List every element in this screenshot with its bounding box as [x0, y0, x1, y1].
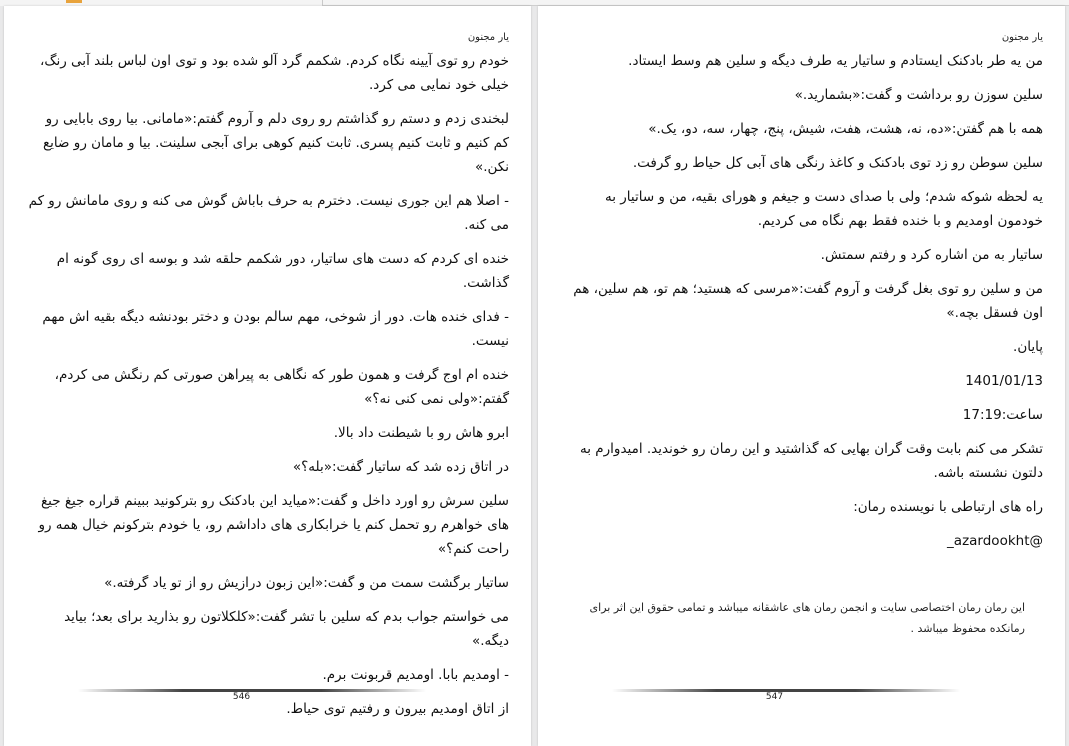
paragraph: سلین سوطن رو زد توی بادکنک و کاغذ رنگی های آبی کل حیاط رو گرفت.: [632, 155, 1043, 171]
paragraph: لبخندی زدم و دستم رو گذاشتم رو روی دلم و آروم گفتم:«مامانی. بیا روی بابایی رو کم کنیم و ثابت کنیم پسری. ثابت کنیم کوهی برای آبجی سلینت. بیا و مامان رو ضایع نکن.»: [42, 111, 509, 175]
end-marker: پایان.: [1013, 339, 1043, 355]
paragraph: من یه طر بادکنک ایستادم و ساتیار یه طرف دیگه و سلین هم وسط ایستاد.: [628, 53, 1043, 69]
page-body: [26, 49, 509, 731]
paragraph: تشکر می کنم بابت وقت گران بهایی که گذاشتید و این رمان رو خوندید. امیدوارم به دلتون نشسته باشه.: [580, 441, 1043, 481]
paragraph: ابرو هاش رو با شیطنت داد بالا.: [333, 425, 509, 441]
paragraph: می خواستم جواب بدم که سلین با تشر گفت:«کلکلاتون رو بذارید برای بعد؛ بیاید دیگه.»: [64, 609, 509, 649]
completion-date: 1401/01/13: [965, 373, 1043, 389]
paragraph: سلین سوزن رو برداشت و گفت:«بشمارید.»: [794, 87, 1043, 103]
author-handle: @azardookht_: [947, 533, 1043, 549]
page-number: 547: [765, 692, 784, 702]
page-547: [538, 6, 1065, 746]
paragraph: من و سلین رو توی بغل گرفت و آروم گفت:«مرسی که هستید؛ هم تو، هم سلین، هم اون فسقل بچه.»: [573, 281, 1043, 321]
paragraph: یه لحظه شوکه شدم؛ ولی با صدای دست و جیغم و هورای بقیه، من و ساتیار به خودمون اومدیم و با خنده فقط بهم نگاه می کردیم.: [604, 189, 1043, 229]
paragraph: در اتاق زده شد که ساتیار گفت:«بله؟»: [292, 459, 509, 475]
paragraph: خودم رو توی آیینه نگاه کردم. شکمم گرد آلو شده بود و توی اون لباس بلند آبی رنگ، خیلی خود نمایی می کرد.: [40, 53, 509, 93]
paragraph: سلین سرش رو اورد داخل و گفت:«میاید این بادکنک رو بترکونید ببینم قراره جیغ جیغ های خواهرم رو تحمل کنم یا خرابکاری های داداشم رو، یا خودم بترکونم خیال همه رو راحت کنم؟»: [38, 493, 509, 557]
copyright-notice: این رمان رمان اختصاصی سایت و انجمن رمان های عاشقانه میباشد و تمامی حقوق این اثر برای رمانکده محفوظ میباشد .: [589, 601, 1025, 635]
running-head: یار مجنون: [1001, 32, 1043, 43]
page-number: 546: [232, 692, 251, 702]
page-body: [560, 49, 1043, 563]
paragraph: - فدای خنده هات. دور از شوخی، مهم سالم بودن و دختر بودنشه دیگه بقیه اش مهم نیست.: [42, 309, 509, 349]
paragraph: همه با هم گفتن:«ده، نه، هشت، هفت، شیش، پنج، چهار، سه، دو، یک.»: [648, 121, 1043, 137]
completion-time: ساعت:17:19: [962, 407, 1043, 423]
paragraph: - اومدیم بابا. اومدیم قربونت برم.: [322, 667, 509, 683]
page-546: [4, 6, 531, 746]
paragraph: - اصلا هم این جوری نیست. دخترم به حرف باباش گوش می کنه و روی مامانش رو کم می کنه.: [28, 193, 509, 233]
paragraph: خنده ای کردم که دست های ساتیار، دور شکمم حلقه شد و بوسه ای روی گونه ام گذاشت.: [56, 251, 509, 291]
running-head: یار مجنون: [467, 32, 509, 43]
paragraph: راه های ارتباطی با نویسنده رمان:: [853, 499, 1043, 515]
paragraph: ساتیار به من اشاره کرد و رفتم سمتش.: [820, 247, 1043, 263]
active-tab-indicator: [66, 0, 82, 3]
paragraph: ساتیار برگشت سمت من و گفت:«این زبون درازیش رو از تو یاد گرفته.»: [104, 575, 509, 591]
paragraph: از اتاق اومدیم بیرون و رفتیم توی حیاط.: [286, 701, 509, 717]
paragraph: خنده ام اوج گرفت و همون طور که نگاهی به پیراهن صورتی کم رنگش می کردم، گفتم:«ولی نمی کنی نه؟»: [54, 367, 509, 407]
